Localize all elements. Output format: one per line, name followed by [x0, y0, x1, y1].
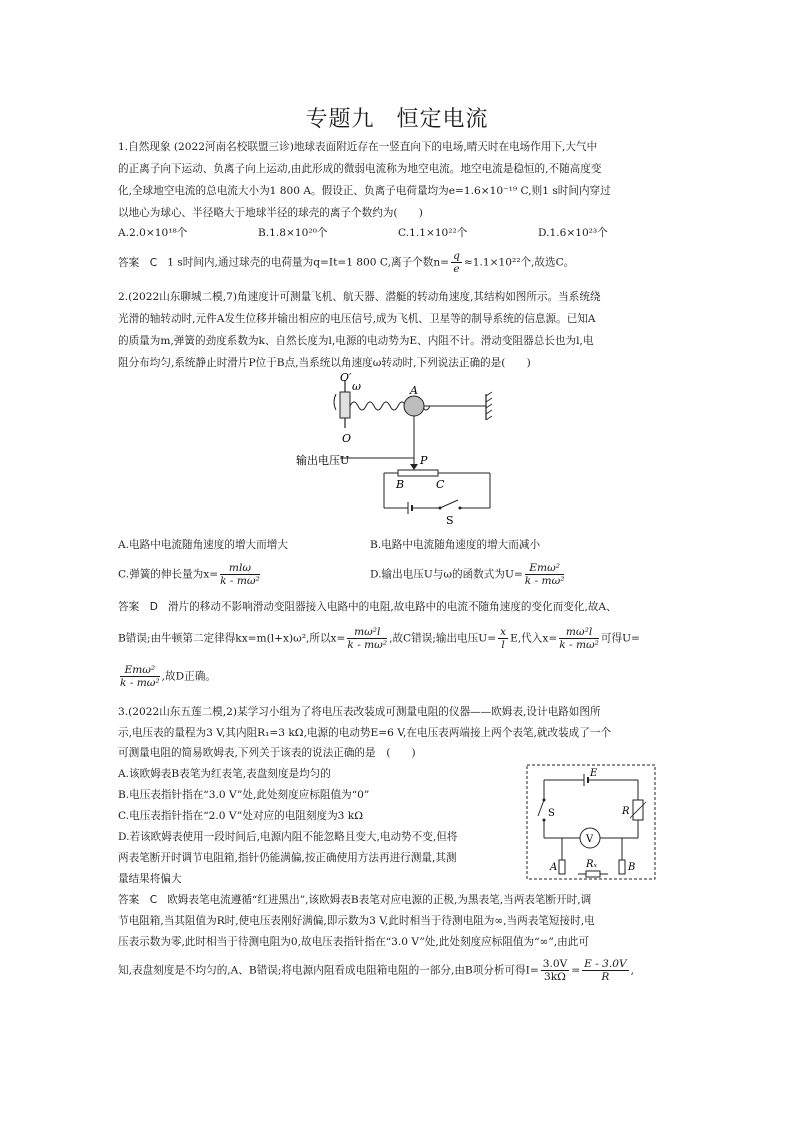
q3-option-d-line2: 两表笔断开时调节电阻箱,指针仍能满偏,按正确使用方法再进行测量,其测	[118, 852, 457, 864]
label-b: B	[396, 478, 405, 491]
q2-line3: 的质量为m,弹簧的劲度系数为k、自然长度为l,电源的电动势为E、内阻不计。滑动变阻器总长也为l,电	[118, 335, 594, 347]
q1-line4: 以地心为球心、半径略大于地球半径的球壳的离子个数约为( )	[118, 207, 423, 219]
q3-answer-label: 答案 C	[118, 894, 158, 906]
q1-line2: 的正离子向下运动、负离子向上运动,由此形成的微弱电流称为地空电流。地空电流是稳恒的,不随高度变	[118, 163, 602, 175]
q2-option-b: B.电路中电流随角速度的增大而减小	[370, 539, 541, 551]
q2-option-c: C.弹簧的伸长量为x= $\frac{\text{mlω}}{\text{k - mω²}}$	[118, 562, 260, 587]
label-r: R	[622, 806, 630, 817]
label-c: C	[436, 478, 445, 491]
q2-angular-velocity-figure	[290, 372, 510, 528]
label-omega: ω	[352, 380, 361, 393]
q3-answer-line2: 节电阻箱,当其阻值为R时,使电压表刚好满偏,即示数为3 V,此时相当于待测电阻为∞,当两表笔短接时,电	[118, 915, 595, 927]
title-part1: 专题九	[305, 107, 375, 132]
q2-option-d: D.输出电压U与ω的函数式为U= $\frac{\text{Emω²}}{\text{k - mω²}}$	[370, 562, 565, 587]
q1-option-b: B.1.8×10²⁰个	[258, 227, 328, 239]
q3-answer-line3: 压表示数为零,此时相当于待测电阻为0,故电压表指针指在“3.0 V”处,此处刻度应标阻值为“∞”,由此可	[118, 936, 589, 948]
q3-answer-line4: 知,表盘刻度是不均匀的,A、B错误;将电源内阻看成电阻箱电阻的一部分,由B项分析可得I= $\frac{3.0V}{3k\Omega}$ = $\frac{E - 3.0V}{R}$ ,	[118, 958, 635, 983]
q3-option-d-line1: D.若该欧姆表使用一段时间后,电源内阻不能忽略且变大,电动势不变,但将	[118, 831, 458, 843]
q2-line1: 2.(2022山东聊城二模,7)角速度计可测量飞机、航天器、潜艇的转动角速度,其结构如图所示。当系统绕	[118, 291, 601, 303]
q2-answer-line2: B错误;由牛顿第二定律得kx=m(l+x)ω²,所以x= $\frac{\text{mω²l}}{\text{k - mω²}}$ ,故C错误;输出电压U= $\frac{x}{l}$ E,代入x= $\frac{\text{mω²l}}{\text{k - mω²}}$ 可得U=	[118, 626, 640, 651]
label-a: A	[410, 384, 418, 397]
q1-answer-label: 答案 C	[118, 256, 158, 269]
label-s: S	[446, 514, 454, 527]
page-title	[0, 102, 794, 133]
q3-ohmmeter-figure	[526, 764, 656, 880]
q2-answer-label: 答案 D	[118, 601, 158, 613]
q3-line3: 可测量电阻的简易欧姆表,下列关于该表的说法正确的是 ( )	[118, 747, 416, 759]
q2-line2: 光滑的轴转动时,元件A发生位移并输出相应的电压信号,成为飞机、卫星等的制导系统的信息源。已知A	[118, 313, 596, 325]
q1-answer-text-b: ≈1.1×10²²个,故选C。	[463, 256, 575, 269]
q2-option-a: A.电路中电流随角速度的增大而增大	[118, 539, 288, 551]
q1-answer-text-a: 1 s时间内,通过球壳的电荷量为q=It=1 800 C,离子个数n=	[167, 256, 450, 269]
q2-line4: 阻分布均匀,系统静止时滑片P位于B点,当系统以角速度ω转动时,下列说法正确的是( )	[118, 357, 531, 369]
label-o-prime: O′	[340, 372, 352, 384]
q2-answer-line1: 答案 D 滑片的移动不影响滑动变阻器接入电路中的电阻,故电路中的电流不随角速度的变化而变化,故A、	[118, 601, 617, 613]
label-o: O	[342, 432, 352, 445]
label-v: V	[586, 834, 594, 845]
q1-answer-fraction: $\frac{q}{e}$	[453, 250, 460, 275]
q1-option-d: D.1.6×10²³个	[538, 227, 608, 239]
label-s: S	[548, 808, 555, 819]
q3-line2: 示,电压表的量程为3 V,其内阻R₁=3 kΩ,电源的电动势E=6 V,在电压表两端接上两个表笔,就改装成了一个	[118, 727, 612, 739]
title-part2: 恒定电流	[396, 107, 489, 132]
q3-option-c: C.电压表指针指在“2.0 V”处对应的电阻刻度为3 kΩ	[118, 810, 363, 822]
q2-answer-line3: $\frac{\text{Emω²}}{\text{k - mω²}}$ ,故D正确。	[120, 664, 216, 689]
q3-answer-line1: 答案 C 欧姆表笔电流遵循“红进黑出”,该欧姆表B表笔对应电源的正极,为黑表笔,当两表笔断开时,调	[118, 894, 592, 906]
label-a: A	[550, 862, 558, 873]
q1-line3: 化,全球地空电流的总电流大小为1 800 A。假设正、负离子电荷量均为e=1.6×10⁻¹⁹ C,则1 s时间内穿过	[118, 185, 611, 197]
label-p: P	[420, 454, 428, 467]
q1-option-c: C.1.1×10²²个	[398, 227, 468, 239]
q1-answer	[118, 250, 574, 275]
q1-line1: 1.自然现象 (2022河南名校联盟三诊)地球表面附近存在一竖直向下的电场,晴天时在电场作用下,大气中	[118, 141, 598, 153]
label-b: B	[628, 862, 636, 873]
q3-option-b: B.电压表指针指在“3.0 V”处,此处刻度应标阻值为“0”	[118, 789, 370, 801]
q3-option-d-line3: 量结果将偏大	[118, 873, 182, 885]
label-output-voltage: 输出电压U	[296, 454, 350, 467]
q3-line1: 3.(2022山东五莲二模,2)某学习小组为了将电压表改装成可测量电阻的仪器——欧姆表,设计电路如图所	[118, 706, 601, 718]
q1-option-a: A.2.0×10¹⁸个	[118, 227, 188, 239]
label-rx: Rₓ	[586, 859, 598, 870]
label-e: E	[590, 768, 598, 779]
q3-option-a: A.该欧姆表B表笔为红表笔,表盘刻度是均匀的	[118, 768, 331, 780]
